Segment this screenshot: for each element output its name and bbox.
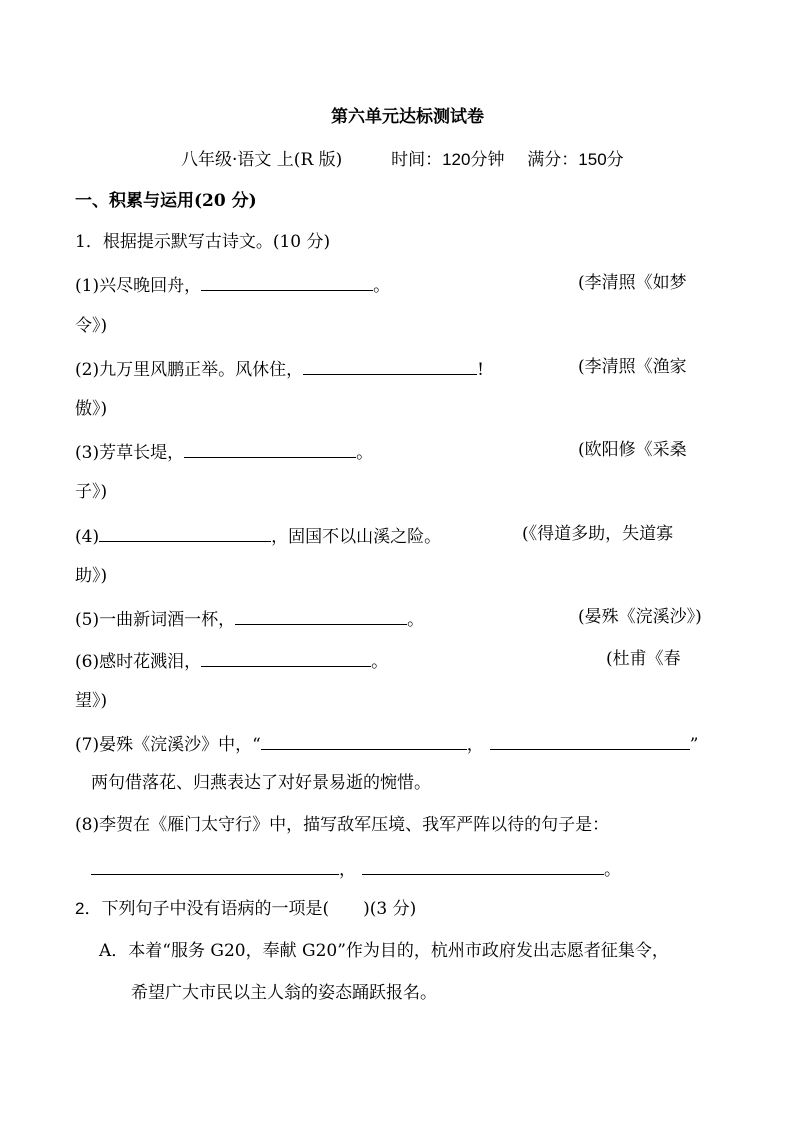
score-label: 满分： (527, 150, 579, 170)
q1-item-7-cont: 两句借落花、归燕表达了对好景易逝的惋惜。 (91, 773, 431, 793)
answer-blank[interactable] (201, 648, 371, 667)
item-punct: ” (689, 735, 699, 755)
answer-blank[interactable] (235, 606, 407, 625)
item-text: (7)晏殊《浣溪沙》中，“ (75, 735, 261, 755)
q1-item-4-source: (《得道多助，失道寡 (522, 524, 674, 544)
answer-blank-2[interactable] (490, 731, 690, 750)
q1-item-6-source-cont: 望》) (75, 691, 108, 711)
q1-item-1 (75, 272, 390, 297)
grade-subject: 八年级·语文 上(R 版) (181, 150, 343, 170)
time-label: 时间： (391, 150, 443, 170)
answer-blank[interactable] (303, 356, 477, 375)
answer-blank[interactable] (184, 439, 356, 458)
item-text: (6)感时花溅泪， (75, 652, 202, 672)
item-punct: 。 (604, 860, 621, 880)
item-punct: 。 (356, 443, 374, 463)
time-unit: 分钟 (470, 150, 505, 170)
q1-item-8-blanks (91, 856, 621, 881)
item-punct: ， (466, 735, 484, 755)
answer-blank[interactable] (99, 523, 271, 542)
q1-item-3-source-cont: 子》) (75, 482, 108, 502)
item-punct: ， (339, 860, 356, 880)
item-punct: 。 (371, 652, 389, 672)
q1-item-6-source: (杜甫《春 (606, 649, 681, 669)
q1-item-3 (75, 439, 373, 464)
q1-item-1-source: (李清照《如梦 (578, 273, 687, 293)
item-punct: 。 (373, 276, 391, 296)
item-text: (3)芳草长堤， (75, 443, 185, 463)
question-2-stem (75, 898, 416, 920)
item-punct: ，固国不以山溪之险。 (271, 527, 442, 547)
item-text: (1)兴尽晚回舟， (75, 276, 202, 296)
exam-info (181, 149, 624, 171)
answer-blank-1[interactable] (91, 856, 339, 875)
q1-item-2 (75, 356, 484, 381)
item-text: (4) (75, 527, 100, 547)
q1-item-6 (75, 648, 388, 673)
answer-blank-2[interactable] (362, 856, 604, 875)
q1-item-4-source-cont: 助》) (75, 566, 108, 586)
q1-item-5 (75, 606, 424, 631)
q2-option-a-cont: 希望广大市民以主人翁的姿态踊跃报名。 (131, 983, 437, 1003)
q1-item-1-source-cont: 令》) (75, 316, 108, 336)
q1-item-2-source-cont: 傲》) (75, 399, 108, 419)
item-text: (2)九万里风鹏正举。风休住， (75, 360, 304, 380)
q1-item-3-source: (欧阳修《采桑 (578, 440, 687, 460)
question-1-stem: 1．根据提示默写古诗文。(10 分) (75, 232, 331, 252)
page-title: 第六单元达标测试卷 (331, 107, 484, 127)
q2-option-a: A．本着“服务 G20，奉献 G20”作为目的，杭州市政府发出志愿者征集令， (99, 941, 669, 961)
score-unit: 分 (606, 150, 624, 170)
time-value: 120 (442, 150, 471, 169)
item-text: (5)一曲新词酒一杯， (75, 610, 236, 630)
q1-item-8: (8)李贺在《雁门太守行》中，描写敌军压境、我军严阵以待的句子是： (75, 815, 610, 835)
item-punct: 。 (407, 610, 425, 630)
question-text: 下列句子中没有语病的一项是( )(3 分) (101, 899, 417, 919)
q1-item-2-source: (李清照《渔家 (578, 357, 687, 377)
answer-blank[interactable] (201, 272, 373, 291)
q1-item-5-source: (晏殊《浣溪沙》) (578, 607, 702, 627)
q1-item-4 (75, 523, 441, 548)
section-heading: 一、积累与运用(20 分) (75, 191, 257, 211)
score-value: 150 (578, 150, 607, 169)
item-punct: ! (477, 360, 484, 380)
question-number: 2． (75, 899, 102, 918)
answer-blank-1[interactable] (261, 731, 467, 750)
q1-item-7 (75, 731, 698, 756)
